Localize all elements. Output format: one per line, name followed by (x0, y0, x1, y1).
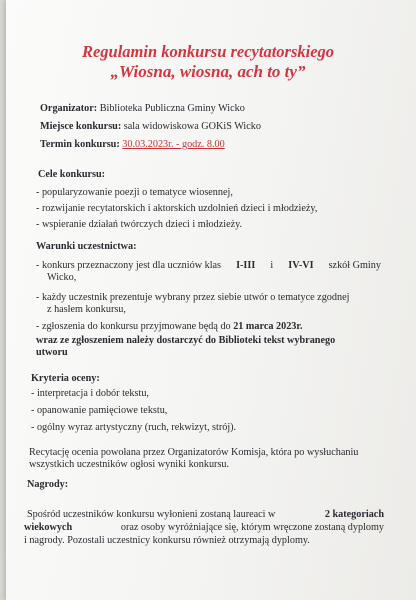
organizer-value: Biblioteka Publiczna Gminy Wicko (99, 103, 245, 114)
deadline-date: 21 marca 2023r. (233, 321, 303, 332)
condition-item-4-cont: utworu (36, 347, 68, 358)
goal-item: - popularyzowanie poezji o tematyce wiosennej, (36, 187, 233, 198)
goals-heading: Cele konkursu: (38, 169, 106, 180)
goal-item: - wspieranie działań twórczych dzieci i młodzieży. (36, 219, 243, 230)
date-label: Termin konkursu: (40, 139, 120, 150)
prizes-text: oraz osoby wyróżniające się, którym wręczone zostaną dyplomy (120, 522, 384, 533)
condition-text: i (270, 260, 274, 271)
organizer-line (40, 102, 245, 115)
condition-text: wraz ze zgłoszeniem należy dostarczyć do Biblioteki tekst wybranego (36, 335, 336, 346)
condition-item-3 (36, 320, 303, 333)
criteria-item: - ogólny wyraz artystyczny (ruch, rekwizyt, strój). (31, 422, 237, 433)
date-value: 30.03.2023r. - godz. 8.00 (122, 139, 225, 150)
condition-item-4 (36, 334, 382, 347)
date-line (40, 138, 225, 151)
jury-line-1: Recytację oceniа powołana przez Organizatorów Komisja, która po wysłuchaniu (29, 447, 359, 458)
class-range: I-III (236, 260, 256, 271)
condition-item-2-cont: z hasłem konkursu, (47, 304, 126, 315)
title-line-2: „Wiosna, wiosna, ach to ty” (110, 62, 306, 81)
condition-text: - konkurs przeznaczony jest dla uczniów klas (36, 260, 222, 271)
criteria-item: - interpretacja i dobór tekstu, (31, 388, 149, 399)
class-range: IV-VI (288, 260, 314, 271)
condition-item-1-cont: Wicko, (47, 272, 77, 283)
prizes-line-2 (24, 521, 384, 534)
organizer-label: Organizator: (40, 103, 98, 114)
jury-line-2: wszystkich uczestników ogłosi wyniki konkursu. (29, 459, 230, 470)
prizes-heading: Nagrody: (27, 479, 69, 490)
prizes-line-3: i nagrody. Pozostali uczestnicy konkursu również otrzymają dyplomy. (24, 535, 310, 546)
criteria-item: - opanowanie pamięciowe tekstu, (31, 405, 168, 416)
place-label: Miejsce konkursu: (40, 121, 122, 132)
condition-text: - zgłoszenia do konkursu przyjmowane będą do (36, 321, 231, 332)
condition-item-1 (36, 259, 381, 272)
criteria-heading: Kryteria oceny: (31, 373, 100, 384)
prize-age-groups: wiekowych (24, 522, 73, 533)
place-value: sala widowiskowa GOKiS Wicko (123, 121, 261, 132)
place-line (40, 120, 261, 133)
condition-item-2: - każdy uczestnik prezentuje wybrany przez siebie utwór o tematyce zgodnej (36, 292, 350, 303)
prizes-text: Spośród uczestników konkursu wyłonieni zostaną laureaci w (27, 509, 276, 520)
title-line-1: Regulamin konkursu recytatorskiego (81, 42, 335, 61)
prize-categories: 2 kategoriach (324, 509, 384, 520)
prizes-line-1 (27, 508, 384, 521)
goal-item: - rozwijanie recytatorskich i aktorskich uzdolnień dzieci i młodzieży, (36, 203, 318, 214)
condition-text: szkół Gminy (328, 260, 381, 271)
conditions-heading: Warunki uczestnictwa: (36, 241, 137, 252)
